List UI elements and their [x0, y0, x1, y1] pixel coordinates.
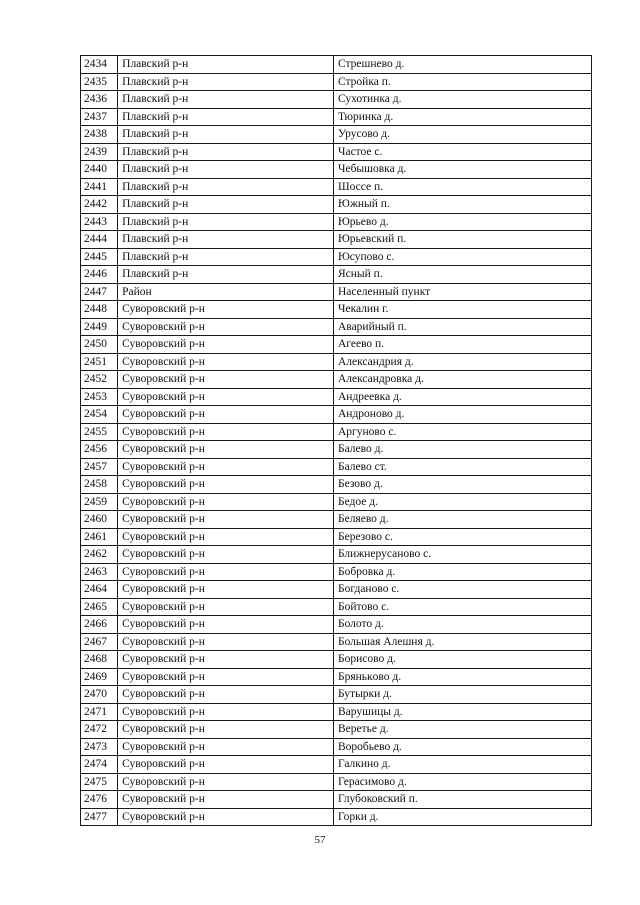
locality-cell: Александрия д.: [333, 353, 591, 371]
row-number-cell: 2455: [81, 423, 118, 441]
page-number: 57: [314, 834, 326, 846]
row-number-cell: 2449: [81, 318, 118, 336]
locality-cell: Андреевка д.: [333, 388, 591, 406]
table-row: [81, 248, 592, 266]
table-row: [81, 56, 592, 74]
table-row: [81, 126, 592, 144]
table-row: [81, 441, 592, 459]
table-row: [81, 721, 592, 739]
locality-cell: Тюринка д.: [333, 108, 591, 126]
row-number-cell: 2472: [81, 721, 118, 739]
locality-cell: Юрьево д.: [333, 213, 591, 231]
locality-cell: Шоссе п.: [333, 178, 591, 196]
locality-cell: Галкино д.: [333, 756, 591, 774]
locality-cell: Агеево п.: [333, 336, 591, 354]
table-row: [81, 143, 592, 161]
district-cell: Плавский р-н: [118, 196, 334, 214]
district-cell: Суворовский р-н: [118, 721, 334, 739]
locality-cell: Варушицы д.: [333, 703, 591, 721]
row-number-cell: 2477: [81, 808, 118, 826]
table-row: [81, 511, 592, 529]
locality-cell: Урусово д.: [333, 126, 591, 144]
locality-cell: Балево д.: [333, 441, 591, 459]
table-row: [81, 196, 592, 214]
locality-cell: Ясный п.: [333, 266, 591, 284]
district-cell: Плавский р-н: [118, 143, 334, 161]
row-number-cell: 2437: [81, 108, 118, 126]
table-row: [81, 773, 592, 791]
row-number-cell: 2438: [81, 126, 118, 144]
locality-cell: Населенный пункт: [333, 283, 591, 301]
row-number-cell: 2445: [81, 248, 118, 266]
district-cell: Суворовский р-н: [118, 563, 334, 581]
locality-cell: Андроново д.: [333, 406, 591, 424]
table-row: [81, 808, 592, 826]
locality-cell: Беляево д.: [333, 511, 591, 529]
district-cell: Суворовский р-н: [118, 808, 334, 826]
row-number-cell: 2440: [81, 161, 118, 179]
locality-cell: Ближнерусаново с.: [333, 546, 591, 564]
locality-cell: Стройка п.: [333, 73, 591, 91]
district-cell: Суворовский р-н: [118, 388, 334, 406]
table-row: [81, 231, 592, 249]
table-row: [81, 336, 592, 354]
table-row: [81, 616, 592, 634]
row-number-cell: 2470: [81, 686, 118, 704]
locality-table-body: [81, 56, 592, 826]
district-cell: Суворовский р-н: [118, 458, 334, 476]
row-number-cell: 2464: [81, 581, 118, 599]
district-cell: Суворовский р-н: [118, 371, 334, 389]
row-number-cell: 2434: [81, 56, 118, 74]
locality-cell: Борисово д.: [333, 651, 591, 669]
district-cell: Суворовский р-н: [118, 336, 334, 354]
row-number-cell: 2476: [81, 791, 118, 809]
locality-cell: Юрьевский п.: [333, 231, 591, 249]
table-row: [81, 493, 592, 511]
table-row: [81, 388, 592, 406]
row-number-cell: 2441: [81, 178, 118, 196]
table-row: [81, 371, 592, 389]
district-cell: Суворовский р-н: [118, 353, 334, 371]
row-number-cell: 2474: [81, 756, 118, 774]
row-number-cell: 2463: [81, 563, 118, 581]
locality-cell: Веретье д.: [333, 721, 591, 739]
row-number-cell: 2457: [81, 458, 118, 476]
district-cell: Суворовский р-н: [118, 528, 334, 546]
locality-cell: Березово с.: [333, 528, 591, 546]
district-cell: Суворовский р-н: [118, 616, 334, 634]
table-row: [81, 528, 592, 546]
district-cell: Суворовский р-н: [118, 546, 334, 564]
district-cell: Суворовский р-н: [118, 406, 334, 424]
row-number-cell: 2453: [81, 388, 118, 406]
district-cell: Суворовский р-н: [118, 493, 334, 511]
table-row: [81, 686, 592, 704]
table-row: [81, 301, 592, 319]
locality-cell: Болото д.: [333, 616, 591, 634]
locality-cell: Бобровка д.: [333, 563, 591, 581]
table-row: [81, 353, 592, 371]
locality-cell: Чебышовка д.: [333, 161, 591, 179]
locality-cell: Бутырки д.: [333, 686, 591, 704]
row-number-cell: 2447: [81, 283, 118, 301]
table-row: [81, 703, 592, 721]
locality-cell: Герасимово д.: [333, 773, 591, 791]
locality-cell: Южный п.: [333, 196, 591, 214]
table-row: [81, 668, 592, 686]
district-cell: Плавский р-н: [118, 56, 334, 74]
table-row: [81, 633, 592, 651]
table-row: [81, 91, 592, 109]
row-number-cell: 2471: [81, 703, 118, 721]
district-cell: Суворовский р-н: [118, 651, 334, 669]
row-number-cell: 2456: [81, 441, 118, 459]
locality-cell: Бойтово с.: [333, 598, 591, 616]
locality-cell: Сухотинка д.: [333, 91, 591, 109]
district-cell: Суворовский р-н: [118, 598, 334, 616]
table-row: [81, 563, 592, 581]
district-cell: Плавский р-н: [118, 126, 334, 144]
row-number-cell: 2465: [81, 598, 118, 616]
table-row: [81, 108, 592, 126]
district-cell: Плавский р-н: [118, 266, 334, 284]
district-cell: Плавский р-н: [118, 91, 334, 109]
table-row: [81, 581, 592, 599]
row-number-cell: 2443: [81, 213, 118, 231]
district-cell: Плавский р-н: [118, 178, 334, 196]
row-number-cell: 2446: [81, 266, 118, 284]
district-cell: Суворовский р-н: [118, 581, 334, 599]
district-cell: Суворовский р-н: [118, 668, 334, 686]
locality-cell: Глубоковский п.: [333, 791, 591, 809]
district-cell: Суворовский р-н: [118, 476, 334, 494]
locality-cell: Безово д.: [333, 476, 591, 494]
table-row: [81, 598, 592, 616]
table-row: [81, 651, 592, 669]
row-number-cell: 2469: [81, 668, 118, 686]
locality-cell: Частое с.: [333, 143, 591, 161]
row-number-cell: 2460: [81, 511, 118, 529]
table-row: [81, 318, 592, 336]
district-cell: Суворовский р-н: [118, 318, 334, 336]
row-number-cell: 2444: [81, 231, 118, 249]
row-number-cell: 2458: [81, 476, 118, 494]
locality-table: [80, 55, 592, 826]
locality-cell: Бедое д.: [333, 493, 591, 511]
table-row: [81, 406, 592, 424]
district-cell: Район: [118, 283, 334, 301]
row-number-cell: 2450: [81, 336, 118, 354]
district-cell: Плавский р-н: [118, 231, 334, 249]
table-row: [81, 73, 592, 91]
row-number-cell: 2454: [81, 406, 118, 424]
district-cell: Плавский р-н: [118, 213, 334, 231]
district-cell: Суворовский р-н: [118, 756, 334, 774]
row-number-cell: 2461: [81, 528, 118, 546]
locality-cell: Александровка д.: [333, 371, 591, 389]
row-number-cell: 2439: [81, 143, 118, 161]
row-number-cell: 2468: [81, 651, 118, 669]
district-cell: Суворовский р-н: [118, 791, 334, 809]
row-number-cell: 2436: [81, 91, 118, 109]
table-row: [81, 476, 592, 494]
table-row: [81, 283, 592, 301]
row-number-cell: 2451: [81, 353, 118, 371]
district-cell: Плавский р-н: [118, 108, 334, 126]
locality-cell: Горки д.: [333, 808, 591, 826]
district-cell: Суворовский р-н: [118, 423, 334, 441]
table-row: [81, 791, 592, 809]
district-cell: Суворовский р-н: [118, 511, 334, 529]
district-cell: Плавский р-н: [118, 161, 334, 179]
locality-cell: Богданово с.: [333, 581, 591, 599]
locality-cell: Аварийный п.: [333, 318, 591, 336]
table-row: [81, 161, 592, 179]
row-number-cell: 2462: [81, 546, 118, 564]
locality-cell: Аргуново с.: [333, 423, 591, 441]
row-number-cell: 2467: [81, 633, 118, 651]
district-cell: Плавский р-н: [118, 248, 334, 266]
district-cell: Суворовский р-н: [118, 703, 334, 721]
district-cell: Суворовский р-н: [118, 633, 334, 651]
district-cell: Суворовский р-н: [118, 441, 334, 459]
table-row: [81, 213, 592, 231]
row-number-cell: 2448: [81, 301, 118, 319]
table-row: [81, 458, 592, 476]
locality-cell: Чекалин г.: [333, 301, 591, 319]
table-row: [81, 266, 592, 284]
locality-cell: Воробьево д.: [333, 738, 591, 756]
locality-cell: Стрешнево д.: [333, 56, 591, 74]
district-cell: Суворовский р-н: [118, 301, 334, 319]
row-number-cell: 2442: [81, 196, 118, 214]
table-row: [81, 756, 592, 774]
district-cell: Плавский р-н: [118, 73, 334, 91]
table-row: [81, 178, 592, 196]
row-number-cell: 2475: [81, 773, 118, 791]
district-cell: Суворовский р-н: [118, 773, 334, 791]
district-cell: Суворовский р-н: [118, 686, 334, 704]
table-row: [81, 423, 592, 441]
row-number-cell: 2473: [81, 738, 118, 756]
locality-cell: Юсупово с.: [333, 248, 591, 266]
locality-cell: Большая Алешня д.: [333, 633, 591, 651]
table-row: [81, 546, 592, 564]
row-number-cell: 2435: [81, 73, 118, 91]
row-number-cell: 2466: [81, 616, 118, 634]
table-row: [81, 738, 592, 756]
row-number-cell: 2459: [81, 493, 118, 511]
locality-cell: Брянькoво д.: [333, 668, 591, 686]
locality-cell: Балево ст.: [333, 458, 591, 476]
district-cell: Суворовский р-н: [118, 738, 334, 756]
row-number-cell: 2452: [81, 371, 118, 389]
